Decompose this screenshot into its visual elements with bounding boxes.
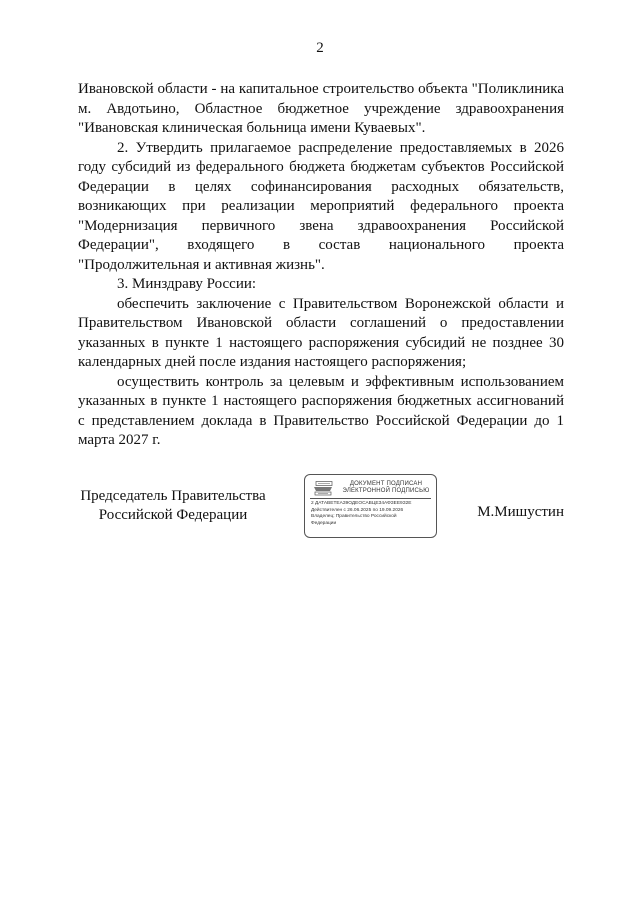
document-body <box>78 80 564 451</box>
paragraph-item-2: 2. Утвердить прилагаемое распределение предоставляемых в 2026 году субсидий из федерального бюджета бюджетам субъектов Российской Федерации в целях софинансирования расходных обязательств, возникающих при реализации мероприятий федерального проекта "Модернизация первичного звена здравоохранения Российской Федерации", входящего в состав национального проекта "Продолжительная и активная жизнь". <box>78 139 564 273</box>
page-number: 2 <box>316 40 324 56</box>
stamp-heading <box>337 481 435 495</box>
coat-of-arms-icon <box>312 481 334 496</box>
stamp-heading-line1: ДОКУМЕНТ ПОДПИСАН <box>349 481 423 487</box>
stamp-divider <box>310 498 431 499</box>
stamp-heading-line2: ЭЛЕКТРОННОЙ ПОДПИСЬЮ <box>342 488 430 494</box>
stamp-owner-line2: Федерации <box>311 520 337 526</box>
stamp-validity: Действителен с 26.06.2025 по 19.09.2026 <box>311 507 404 513</box>
signatory-title-line1: Председатель Правительства <box>80 488 266 504</box>
signatory-title-line2: Российской Федерации <box>98 507 248 523</box>
signatory-name: М.Мишустин <box>477 504 564 520</box>
paragraph-control: осуществить контроль за целевым и эффективным использованием указанных в пункте 1 настоящего распоряжения бюджетных ассигнований с представлением доклада в Правительство Российской Федерации до 1 марта 2027 г. <box>78 373 564 448</box>
paragraph-agreements: обеспечить заключение с Правительством Воронежской области и Правительством Ивановской области соглашений о предоставлении указанных в пункте 1 настоящего распоряжения субсидий не позднее 30 календарных дней после издания настоящего распоряжения; <box>78 295 564 370</box>
signatory-title <box>78 487 268 525</box>
electronic-signature-stamp <box>304 474 437 538</box>
stamp-details <box>311 501 435 527</box>
stamp-owner-line1: Владелец: Правительство Российской <box>311 514 397 519</box>
paragraph-continuation: Ивановской области - на капитальное строительство объекта "Поликлиника м. Авдотьино, Областное бюджетное учреждение здравоохранения "Ивановская клиническая больница имени Куваевых". <box>78 81 564 136</box>
stamp-certificate: 2 ДАТАВЕТЕАЗ9ОДЕОСАВЦЕЗ4АФЗЕЕ9З2Е <box>311 501 412 506</box>
paragraph-item-3: 3. Минздраву России: <box>117 276 257 292</box>
